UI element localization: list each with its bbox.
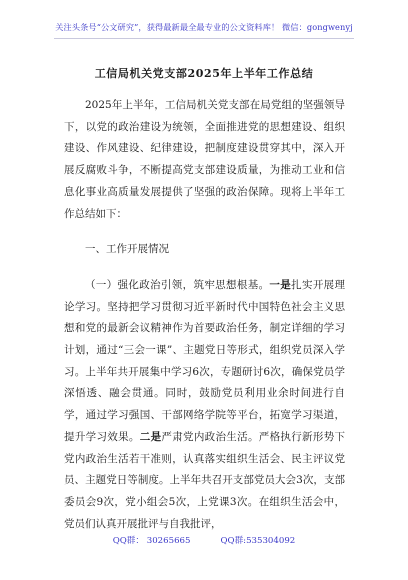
intro-paragraph: 2025年上半年，工信局机关党支部在局党组的坚强领导下，以党的政治建设为统领，全面推进党的思想建设、组织建设、作风建设、纪律建设，把制度建设贯穿其中，深入开展反腐败斗争，不断提高党支部建设质量，为推动工业和信息化事业高质量发展提供了坚强的政治保障。现将上半年工作总结如下： (64, 99, 345, 220)
paragraph-part-1: 扎实开展理论学习。坚持把学习贯彻习近平新时代中国特色社会主义思想和党的最新会议精神作为首要政治任务，制定详细的学习计划，通过“三会一课”、主题党日等形式，组织党员深入学习。上半年共开展集中学习6次，专题研讨6次，确保党员学深悟透、融会贯通。同时，鼓励党员利用业余时间进行自学，通过学习强国、干部网络学院等平台，拓宽学习渠道，提升学习效果。 (64, 278, 346, 443)
qq-group-2: QQ群:535304092 (220, 536, 296, 546)
promo-header: 关注头条号“公文研究”，获得最新最全最专业的公文资料库！ 微信：gongwenyj (55, 22, 353, 32)
document-body (64, 95, 345, 535)
qq-footer (0, 534, 408, 546)
keyword-first: 一是 (269, 278, 292, 291)
subsection-paragraph (64, 275, 345, 535)
subsection-lead: （一）强化政治引领，筑牢思想根基。 (85, 278, 270, 291)
document-title: 工信局机关党支部2025年上半年工作总结 (94, 67, 314, 80)
section-heading: 一、工作开展情况 (85, 243, 169, 256)
paragraph-part-2: 严肃党内政治生活。严格执行新形势下党内政治生活若干准则，认真落实组织生活会、民主评议党员、主题党日等制度。上半年共召开支部党员大会3次，支部委员会9次，党小组会5次，上党课3次。在组织生活会中，党员们认真开展批评与自我批评， (64, 430, 346, 530)
qq-group-1: QQ群： 30265665 (112, 536, 191, 546)
header-divider (54, 38, 354, 39)
keyword-second: 二是 (139, 430, 162, 443)
